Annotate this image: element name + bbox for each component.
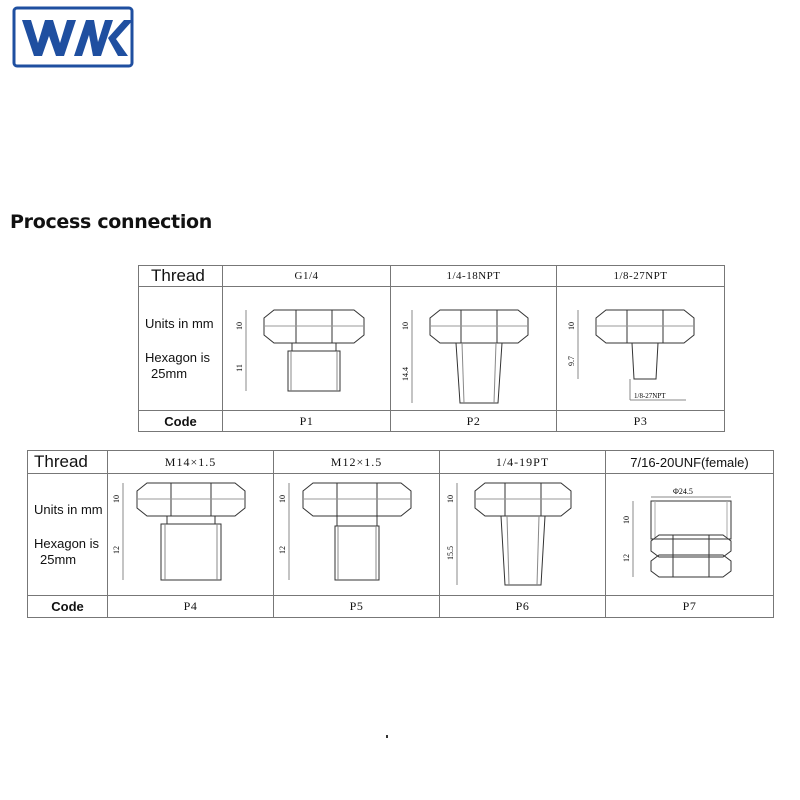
thread-value: G1/4 [223, 266, 391, 287]
code-label: Code [28, 596, 108, 618]
code-label: Code [139, 411, 223, 432]
dimension-label: 12 [277, 545, 287, 554]
dimension-label: 10 [234, 321, 244, 330]
page-heading: Process connection [10, 211, 213, 233]
hexagon-text: Hexagon is [34, 535, 100, 551]
fitting-drawing-p4 [108, 474, 274, 596]
process-connection-table-2 [27, 450, 774, 618]
dimension-label: 10 [566, 321, 576, 330]
units-description [28, 474, 108, 596]
dimension-label: 10 [277, 494, 287, 503]
dimension-label: 10 [111, 494, 121, 503]
stray-mark [386, 735, 388, 738]
dimension-label: 10 [621, 515, 631, 524]
dimension-label: 12 [621, 553, 631, 562]
wnk-logo [12, 6, 134, 68]
units-description [139, 287, 223, 411]
thread-value: 1/4-18NPT [391, 266, 557, 287]
thread-value: 1/4-19PT [440, 451, 606, 474]
code-value: P4 [108, 596, 274, 618]
code-value: P7 [606, 596, 774, 618]
thread-value: 7/16-20UNF(female) [606, 451, 774, 474]
diameter-label: Φ24.5 [672, 486, 693, 496]
code-value: P6 [440, 596, 606, 618]
fitting-drawing-p7 [606, 474, 774, 596]
thread-callout: 1/8-27NPT [633, 391, 665, 400]
thread-label: Thread [28, 451, 108, 474]
dimension-label: 12 [111, 545, 121, 554]
fitting-drawing-p1 [223, 287, 391, 411]
thread-value: M14×1.5 [108, 451, 274, 474]
thread-label: Thread [139, 266, 223, 287]
dimension-label: 15.5 [445, 545, 455, 560]
dimension-label: 10 [445, 494, 455, 503]
code-value: P2 [391, 411, 557, 432]
code-value: P1 [223, 411, 391, 432]
dimension-label: 10 [400, 321, 410, 330]
fitting-drawing-p5 [274, 474, 440, 596]
units-text: Units in mm [145, 315, 214, 331]
thread-value: 1/8-27NPT [557, 266, 725, 287]
dimension-label: 9.7 [566, 355, 576, 366]
dimension-label: 11 [234, 363, 244, 372]
hexagon-text: Hexagon is [145, 349, 211, 365]
code-value: P3 [557, 411, 725, 432]
fitting-drawing-p6 [440, 474, 606, 596]
hexagon-size-text: 25mm [40, 551, 77, 567]
dimension-label: 14.4 [400, 366, 410, 381]
process-connection-table-1 [138, 265, 725, 432]
units-text: Units in mm [34, 501, 103, 517]
code-value: P5 [274, 596, 440, 618]
thread-value: M12×1.5 [274, 451, 440, 474]
fitting-drawing-p3 [557, 287, 725, 411]
fitting-drawing-p2 [391, 287, 557, 411]
hexagon-size-text: 25mm [151, 365, 188, 381]
